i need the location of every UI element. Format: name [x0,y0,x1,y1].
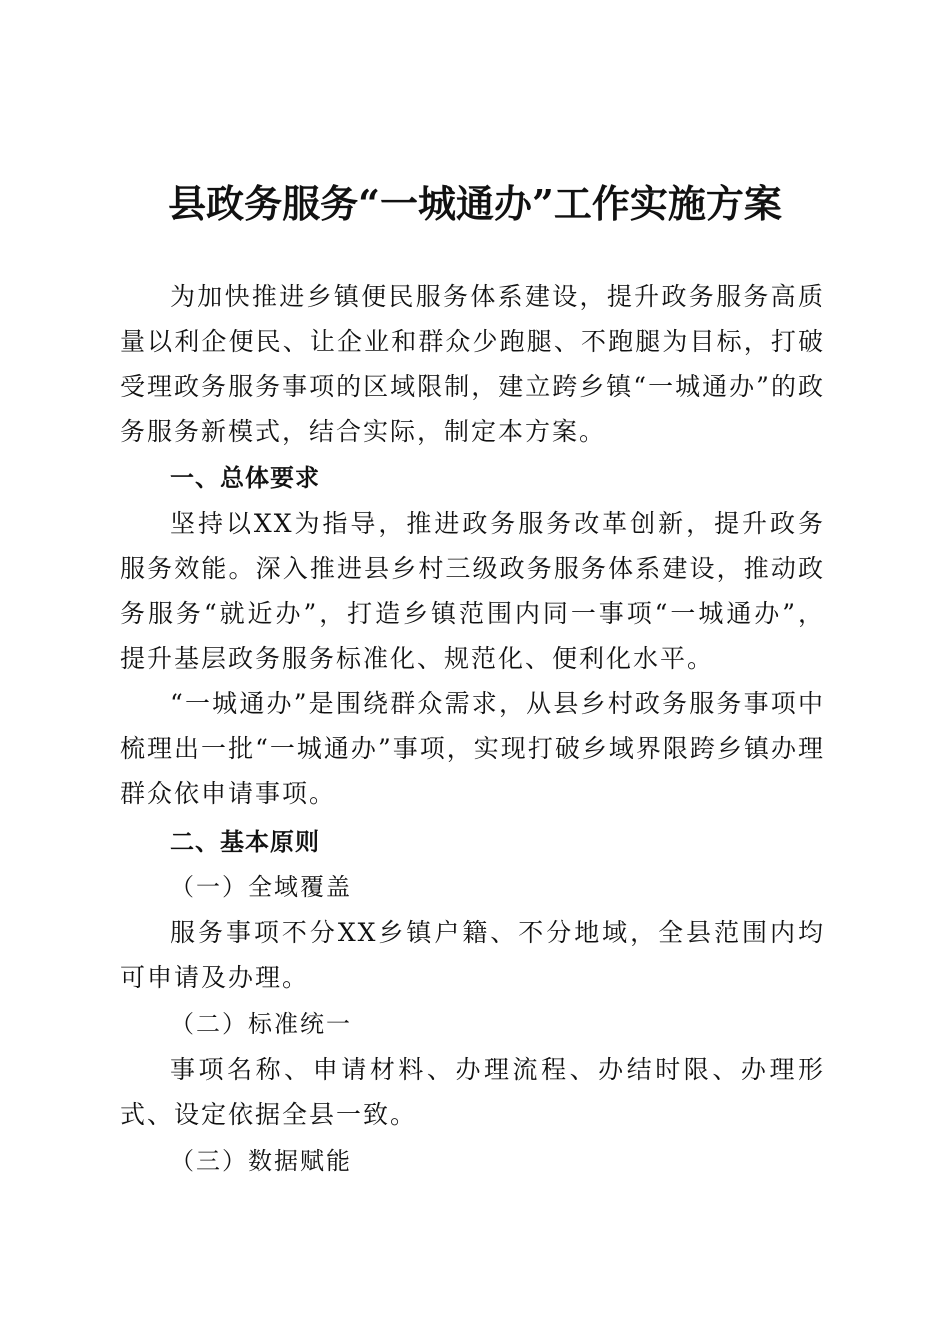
subheading-data-empowerment: （三）数据赋能 [170,1147,352,1175]
subheading-full-coverage: （一）全域覆盖 [170,873,352,901]
full-coverage-paragraph: 服务事项不分XX乡镇户籍、不分地域，全县范围内均可申请及办理。 [120,918,825,992]
unified-standards-paragraph: 事项名称、申请材料、办理流程、办结时限、办理形式、设定依据全县一致。 [120,1055,825,1129]
document-title: 县政务服务“一城通办”工作实施方案 [168,181,782,226]
intro-paragraph: 为加快推进乡镇便民服务体系建设，提升政务服务高质量以利企便民、让企业和群众少跑腿、不跑腿为目标，打破受理政务服务事项的区域限制，建立跨乡镇“一城通办”的政务服务新模式，结合实际，制定本方案。 [120,282,825,446]
general-requirements-paragraph-2: “一城通办”是围绕群众需求，从县乡村政务服务事项中梳理出一批“一城通办”事项，实现打破乡域界限跨乡镇办理群众依申请事项。 [120,689,825,808]
section-heading-basic-principles: 二、基本原则 [170,828,320,856]
subheading-unified-standards: （二）标准统一 [170,1010,352,1038]
section-heading-general-requirements: 一、总体要求 [170,464,320,492]
document-body [120,274,825,1184]
general-requirements-paragraph-1: 坚持以XX为指导，推进政务服务改革创新，提升政务服务效能。深入推进县乡村三级政务服务体系建设，推动政务服务“就近办”，打造乡镇范围内同一事项“一城通办”，提升基层政务服务标准化、规范化、便利化水平。 [120,509,825,673]
